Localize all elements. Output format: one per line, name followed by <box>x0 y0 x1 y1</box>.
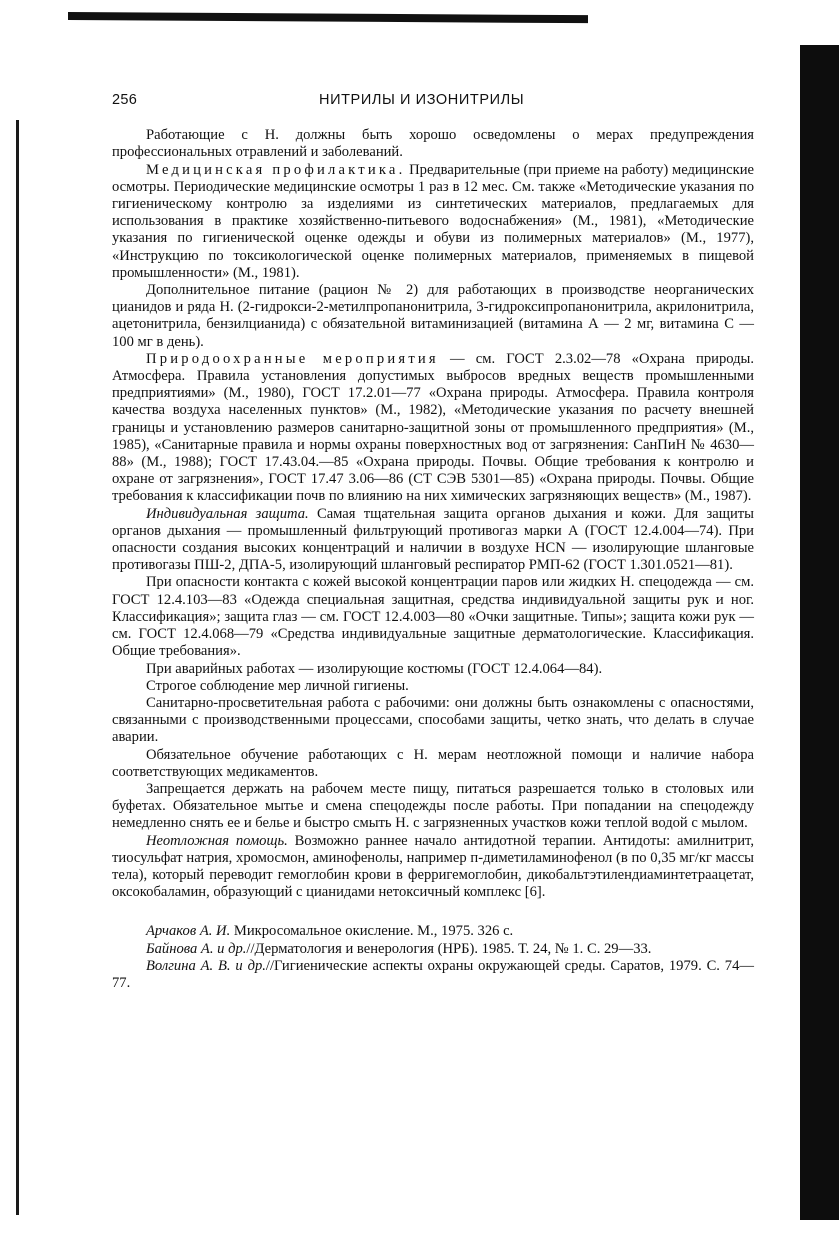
reference-item: Арчаков А. И. Микросомальное окисление. М., 1975. 326 с. <box>146 923 514 940</box>
running-title: НИТРИЛЫ И ИЗОНИТРИЛЫ <box>319 92 525 108</box>
reference-item: Волгина А. В. и др.//Гигиенические аспекты охраны окружающей среды. Саратов, 1979. С. 74—77. <box>112 957 754 991</box>
paragraph: Индивидуальная защита. Самая тщательная защита органов дыхания и кожи. Для защиты органов дыхания — промышленный фильтрующий противогаз марки А (ГОСТ 12.4.004—74). При опасности создания высоких концентраций и наличии в воздухе HCN — изолирующие шланговые противогазы ПШ-2, ДПА-5, изолирующий шланговый респиратор РМП-62 (ГОСТ 1.301.0521—81). <box>112 505 754 574</box>
paragraph: Дополнительное питание (рацион № 2) для работающих в производстве неорганических цианидов и ряда Н. (2-гидрокси-2-метилпропанонитрила, 3-гидроксипропанонитрила, акрилонитрила, ацетонитрила, бензилцианида) с обязательной витаминизацией (витамина А — 2 мг, витамина С — 100 мг в день). <box>112 282 754 350</box>
references <box>112 923 754 992</box>
scan-edge-left <box>16 120 19 1215</box>
reference-author: Волгина А. В. и др. <box>146 957 266 974</box>
section-lead: Природоохранные мероприятия <box>146 350 439 367</box>
section-lead: Индивидуальная защита. <box>146 505 309 522</box>
paragraph: Неотложная помощь. Возможно раннее начало антидотной терапии. Антидоты: амилнитрит, тиосульфат натрия, хромосмон, аминофенолы, например п-диметиламинофенол (в по 0,35 мг/кг массы тела), который переводит гемоглобин крови в ферригемоглобин, дикобальтэтилендиаминтетраацетат, оксокобаламин, образующий с цианидами нетоксичный комплекс [6]. <box>112 832 754 901</box>
paragraph: Запрещается держать на рабочем месте пищу, питаться разрешается только в столовых или буфетах. Обязательное мытье и смена спецодежды после работы. При попадании на спецодежду немедленно снять ее и белье и быстро смыть Н. с загрязненных участков кожи теплой водой с мылом. <box>112 780 754 832</box>
page-number: 256 <box>112 92 138 108</box>
reference-author: Байнова А. и др. <box>146 940 247 957</box>
paragraph: Медицинская профилактика. Предварительные (при приеме на работу) медицинские осмотры. Периодические медицинские осмотры 1 раз в 12 мес. См. также «Методические указания по гигиеническому контролю за изделиями из синтетических материалов, предлагаемых для использования в практике хозяйственно-питьевого водоснабжения» (М., 1981), «Методические указания по гигиенической оценке одежды и обуви из полимерных материалов» (М., 1977), «Инструкцию по токсикологической оценке полимерных материалов, применяемых в пищевой промышленности» (М., 1981). <box>112 161 754 281</box>
paragraph: При аварийных работах — изолирующие костюмы (ГОСТ 12.4.064—84). <box>146 660 603 677</box>
body-text <box>112 127 754 901</box>
paragraph: Обязательное обучение работающих с Н. мерам неотложной помощи и наличие набора соответствующих медикаментов. <box>112 746 754 780</box>
page-header <box>112 92 754 109</box>
section-lead: Медицинская профилактика. <box>146 161 406 178</box>
reference-author: Арчаков А. И. <box>146 923 231 940</box>
scan-edge-right <box>800 45 839 1220</box>
paragraph: Строгое соблюдение мер личной гигиены. <box>146 677 409 694</box>
paragraph: При опасности контакта с кожей высокой концентрации паров или жидких Н. спецодежда — см. ГОСТ 12.4.103—83 «Одежда специальная защитная, средства индивидуальной защиты рук и ног. Классификация»; защита глаз — см. ГОСТ 12.4.003—80 «Очки защитные. Типы»; защита кожи рук — см. ГОСТ 12.4.068—79 «Средства индивидуальные защитные дерматологические. Классификация. Общие требования». <box>112 574 754 660</box>
document-page <box>112 92 754 992</box>
paragraph: Санитарно-просветительная работа с рабочими: они должны быть ознакомлены с опасностями, связанными с производственными процессами, способами защиты, четко знать, что делать в случае аварии. <box>112 694 754 746</box>
reference-item: Байнова А. и др.//Дерматология и венерология (НРБ). 1985. Т. 24, № 1. С. 29—33. <box>146 940 652 957</box>
section-lead: Неотложная помощь. <box>146 832 288 849</box>
scan-edge-top <box>68 12 588 23</box>
paragraph: Природоохранные мероприятия — см. ГОСТ 2.3.02—78 «Охрана природы. Атмосфера. Правила установления допустимых выбросов вредных веществ промышленными предприятиями» (М., 1980), ГОСТ 17.2.01—77 «Охрана природы. Атмосфера. Правила контроля качества воздуха населенных пунктов» (М., 1982), «Методические указания по расчету внешней границы и установлению размеров санитарно-защитной зоны от промышленного предприятия» (М., 1985), «Санитарные правила и нормы охраны поверхностных вод от загрязнения: СанПиН № 4630—88» (М., 1988); ГОСТ 17.43.04.—85 «Охрана природы. Почвы. Общие требования к контролю и охране от загрязнения», ГОСТ 17.47 3.06—86 (СТ СЭВ 5301—85) «Охрана природы. Почвы. Общие требования к классификации почв по влиянию на них химических загрязняющих веществ» (М., 1987). <box>112 350 754 505</box>
paragraph: Работающие с Н. должны быть хорошо осведомлены о мерах предупреждения профессиональных отравлений и заболеваний. <box>112 127 754 161</box>
